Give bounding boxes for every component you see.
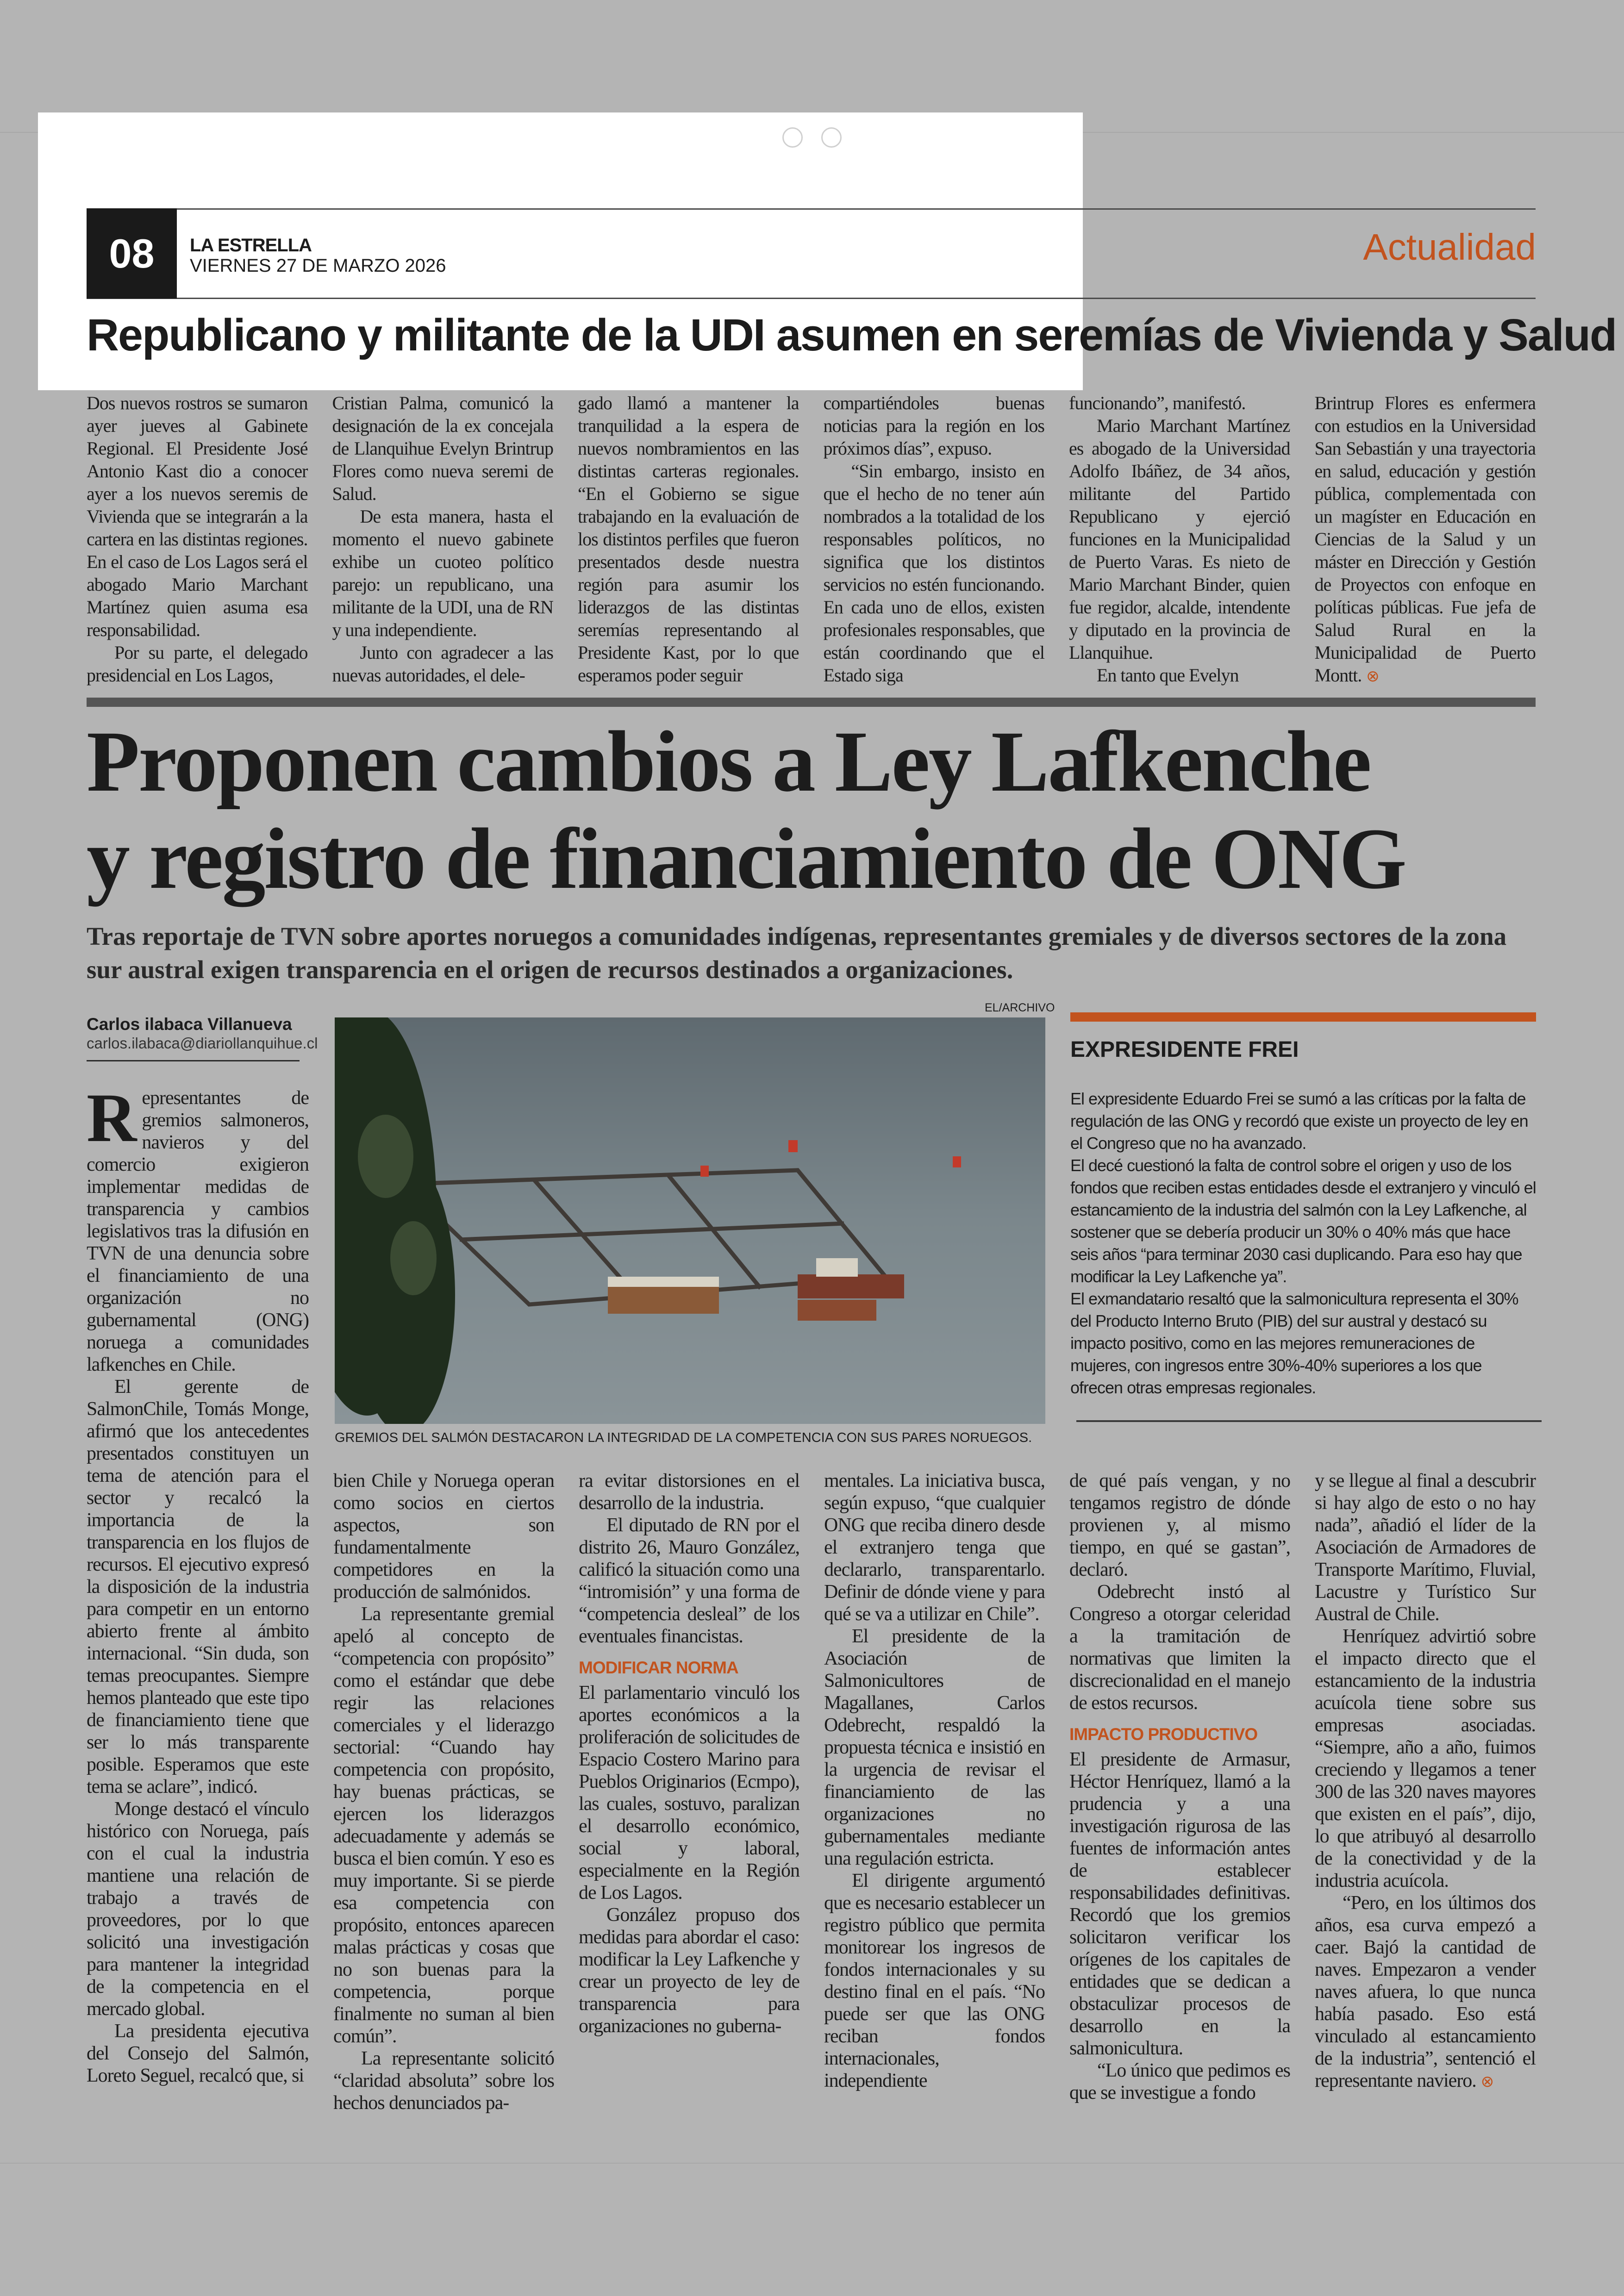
text-column <box>1069 392 1290 688</box>
salmon-farm-photo <box>335 1017 1045 1424</box>
article2-subhead: Tras reportaje de TVN sobre aportes noruegos a comunidades indígenas, representantes gremiales y de diversos sectores de la zona sur austral exigen transparencia en el origen de recursos destinados a organizaciones. <box>87 922 1507 984</box>
paragraph: Monge destacó el vínculo histórico con Noruega, país con el cual la industria mantiene una relación de trabajo a través de proveedores, por lo que solicitó una investigación para mantener la integridad de la competencia en el mercado global. <box>87 1798 309 2020</box>
sidebar-body <box>1070 1088 1538 1399</box>
paragraph: compartiéndoles buenas noticias para la región en los próximos días”, expuso. <box>823 393 1044 459</box>
paragraph: González propuso dos medidas para abordar el caso: modificar la Ley Lafkenche y crear un proyecto de ley de transparencia para organizaciones no guberna- <box>579 1904 800 2037</box>
paragraph: “Sin embargo, insisto en que el hecho de no tener aún nombrados a la totalidad de los responsables políticos, no significa que los distintos servicios no estén funcionando. En cada uno de ellos, existen profesionales responsables, que están coordinando que el Estado siga <box>823 461 1044 686</box>
paragraph: mentales. La iniciativa busca, según expuso, “que cualquier ONG que reciba dinero desde el extranjero tenga que declararlo, transparentarlo. Definir de dónde viene y para qué se va a utilizar en Chile”. <box>824 1470 1045 1625</box>
page-dot-icon[interactable] <box>782 127 803 148</box>
paragraph: Por su parte, el delegado presidencial en Los Lagos, <box>87 642 308 686</box>
byline-rule <box>87 1060 300 1061</box>
section-subtitle: IMPACTO PRODUCTIVO <box>1069 1725 1258 1744</box>
byline-email[interactable]: carlos.ilabaca@diariollanquihue.cl <box>87 1035 318 1052</box>
paragraph: El presidente de la Asociación de Salmonicultores de Magallanes, Carlos Odebrecht, respaldó la propuesta técnica e insistió en la urgencia de revisar el financiamiento de las organizaciones no gubernamentales mediante una regulación estricta. <box>824 1626 1045 1869</box>
text-column <box>579 1470 800 2114</box>
text-column <box>578 392 799 688</box>
paragraph: El diputado de RN por el distrito 26, Mauro González, calificó la situación como una “intromisión” y una forma de “competencia desleal” de los eventuales financistas. <box>579 1515 800 1647</box>
paragraph: La representante solicitó “claridad absoluta” sobre los hechos denunciados pa- <box>333 2048 554 2114</box>
viewer-bottom-bar <box>0 2163 1624 2296</box>
paragraph: gado llamó a mantener la tranquilidad a la espera de nuevos nombramientos en las distintas carteras regionales. “En el Gobierno se sigue trabajando en la evaluación de los distintos perfiles que fueron presentados desde nuestra región para asumir los liderazgos de las distintas seremías representando al Presidente Kast, por lo que esperamos poder seguir <box>578 393 799 686</box>
photo-caption: GREMIOS DEL SALMÓN DESTACARON LA INTEGRIDAD DE LA COMPETENCIA CON SUS PARES NORUEGOS. <box>335 1430 1032 1445</box>
page-dot-icon[interactable] <box>821 127 842 148</box>
article-separator-bar <box>87 698 1536 707</box>
paragraph: Mario Marchant Martínez es abogado de la Universidad Adolfo Ibáñez, de 34 años, militante del Partido Republicano y ejerció funciones en la Municipalidad de Puerto Varas. Es nieto de Mario Marchant Binder, quien fue regidor, alcalde, intendente y diputado en la provincia de Llanquihue. <box>1069 415 1290 663</box>
text-column <box>1315 1470 1536 2114</box>
paragraph: bien Chile y Noruega operan como socios en ciertos aspectos, son fundamentalmente competidores en la producción de salmónidos. <box>333 1470 554 1603</box>
paragraph: “Lo único que pedimos es que se investigue a fondo <box>1069 2060 1290 2103</box>
text-column <box>1069 1470 1290 2114</box>
photo-credit: EL/ARCHIVO <box>985 1001 1055 1014</box>
article2-headline <box>87 713 1568 907</box>
paragraph: Henríquez advirtió sobre el impacto directo que el estancamiento de la industria acuícola tiene sobre sus empresas asociadas. “Siempre, año a año, fuimos creciendo y llegamos a tener 300 de las 320 naves mayores que existen en el país”, dijo, lo que atribuyó al desarrollo de la conectividad y de la industria acuícola. <box>1315 1626 1536 1891</box>
sidebar-bottom-rule <box>1076 1420 1542 1422</box>
paragraph: El decé cuestionó la falta de control sobre el origen y uso de los fondos que reciben estas entidades desde el extranjero y vinculó el estancamiento de la industria del salmón con la Ley Lafkenche, al sostener que se debería producir un 30% o 40% más que hace seis años “para terminar 2030 casi duplicando. Para eso hay que modificar la Ley Lafkenche ya”. <box>1070 1156 1536 1286</box>
paragraph: ra evitar distorsiones en el desarrollo de la industria. <box>579 1470 800 1514</box>
viewer-page-dots <box>782 127 860 150</box>
end-of-article-icon: ⊗ <box>1362 667 1379 686</box>
end-of-article-icon: ⊗ <box>1476 2072 1494 2091</box>
headline-line: Proponen cambios a Ley Lafkenche <box>87 713 1370 810</box>
paragraph: El expresidente Eduardo Frei se sumó a las críticas por la falta de regulación de las ONG y recordó que existe un proyecto de ley en el Congreso que no ha avanzado. <box>1070 1089 1528 1153</box>
paragraph: La presidenta ejecutiva del Consejo del Salmón, Loreto Seguel, recalcó que, si <box>87 2021 309 2086</box>
paragraph: Odebrecht instó al Congreso a otorgar celeridad a la tramitación de normativas que limiten la discrecionalidad en el manejo de estos recursos. <box>1069 1581 1290 1714</box>
paragraph: Cristian Palma, comunicó la designación de la ex concejala de Llanquihue Evelyn Brintrup Flores como nueva seremi de Salud. <box>332 393 553 504</box>
paragraph: Dos nuevos rostros se sumaron ayer jueves al Gabinete Regional. El Presidente José Antonio Kast dio a conocer ayer a los nuevos seremis de Vivienda que se integrarán a la cartera en las distintas regiones. En el caso de Los Lagos será el abogado Mario Marchant Martínez quien asuma esa responsabilidad. <box>87 393 308 640</box>
article2-first-column <box>87 1079 309 2087</box>
page-number: 08 <box>87 208 177 299</box>
paragraph: Brintrup Flores es enfermera con estudios en la Universidad San Sebastián y una trayectoria en salud, educación y gestión pública, complementada con un magíster en Educación en Ciencias de la Salud y un máster en Dirección y Gestión de Proyectos con enfoque en políticas públicas. Fue jefa de Salud Rural en la Municipalidad de Puerto Montt. ⊗ <box>1314 393 1536 686</box>
salmon-farm-illustration <box>335 1017 1045 1424</box>
paragraph: y se llegue al final a descubrir si hay algo de esto o no hay nada”, añadió el líder de la Asociación de Armadores de Transporte Marítimo, Fluvial, Lacustre y Turístico Sur Austral de Chile. <box>1315 1470 1536 1625</box>
section-subtitle: MODIFICAR NORMA <box>579 1658 738 1677</box>
text-column <box>824 392 1045 688</box>
headline-line: y registro de financiamiento de ONG <box>87 810 1405 907</box>
paragraph: En tanto que Evelyn <box>1097 665 1239 686</box>
article1-headline: Republicano y militante de la UDI asumen en seremías de Vivienda y Salud <box>87 310 1617 360</box>
article1-body <box>87 392 1536 688</box>
issue-date: VIERNES 27 DE MARZO 2026 <box>190 256 446 276</box>
text-column <box>333 1470 554 2114</box>
masthead-top-rule <box>87 208 1536 210</box>
paragraph: La representante gremial apeló al concepto de “competencia con propósito” como el estándar que debe regir las relaciones comerciales y el liderazgo sectorial: “Cuando hay competencia con propósito, hay buenas prácticas, se ejercen los liderazgos adecuadamente y además se busca el bien común. Y eso es muy importante. Si se pierde esa competencia con propósito, entonces aparecen malas prácticas y cosas que no son buenas para la competencia, porque finalmente no suman al bien común”. <box>333 1603 554 2047</box>
paragraph: El presidente de Armasur, Héctor Henríquez, llamó a la prudencia y a una investigación rigurosa de las fuentes de información antes de establecer responsabilidades definitivas. Recordó que los gremios solicitaron verificar los orígenes de los capitales de entidades que se dedican a obstaculizar procesos de desarrollo en la salmonicultura. <box>1069 1749 1290 2059</box>
text-column <box>824 1470 1045 2114</box>
paragraph: El dirigente argumentó que es necesario establecer un registro público que permita monitorear los ingresos de fondos internacionales y su destino final en el país. “No puede ser que las ONG reciban fondos internacionales, independiente <box>824 1870 1045 2091</box>
newspaper-name: LA ESTRELLA <box>190 235 312 256</box>
paragraph: Junto con agradecer a las nuevas autoridades, el dele- <box>332 642 553 686</box>
paragraph: El gerente de SalmonChile, Tomás Monge, afirmó que los antecedentes presentados constituyen un tema de atención para el sector y recalcó la importancia de la transparencia en los flujos de recursos. El ejecutivo expresó la disposición de la industria para competir en un entorno abierto frente al ámbito internacional. “Sin duda, son temas preocupantes. Siempre hemos planteado que este tipo de financiamiento tiene que ser lo más transparente posible. Esperamos que este tema se aclare”, indicó. <box>87 1376 309 1797</box>
paragraph: El exmandatario resaltó que la salmonicultura representa el 30% del Producto Interno Bruto (PIB) del sur austral y destacó su impacto positivo, como en las mejores remuneraciones de mujeres, con ingresos entre 30%-40% superiores a los que ofrecen otras empresas regionales. <box>1070 1289 1518 1397</box>
sidebar-title: EXPRESIDENTE FREI <box>1070 1037 1299 1062</box>
section-label: Actualidad <box>1363 226 1536 268</box>
drop-cap: R <box>87 1079 137 1156</box>
paragraph: De esta manera, hasta el momento el nuevo gabinete exhibe un cuoteo político parejo: un republicano, una militante de la UDI, una de RN y una independiente. <box>332 506 553 640</box>
paragraph: El parlamentario vinculó los aportes económicos a la proliferación de solicitudes de Espacio Costero Marino para Pueblos Originarios (Ecmpo), las cuales, sostuvo, paralizan el desarrollo económico, social y laboral, especialmente en la Región de Los Lagos. <box>579 1682 800 1903</box>
text-column <box>87 392 308 688</box>
paragraph: de qué país vengan, y no tengamos registro de dónde provienen y, al mismo tiempo, en qué se gastan”, declaró. <box>1069 1470 1290 1580</box>
masthead-bottom-rule <box>87 298 1536 299</box>
paragraph: funcionando”, manifestó. <box>1069 393 1246 413</box>
sidebar-accent-bar <box>1070 1012 1536 1022</box>
paragraph: Representantes de gremios salmoneros, navieros y del comercio exigieron implementar medidas de transparencia y cambios legislativos tras la difusión en TVN de una denuncia sobre el financiamiento de una organización no gubernamental (ONG) noruega a comunidades lafkenches en Chile. <box>87 1079 309 1375</box>
article2-body <box>333 1470 1536 2114</box>
paragraph: “Pero, en los últimos dos años, esa curva empezó a caer. Bajó la cantidad de naves. Empezaron a vender naves afuera, lo que nunca había pasado. Eso está vinculado al estancamiento de la industria”, sentenció el representante naviero. ⊗ <box>1315 1892 1536 2091</box>
byline-author: Carlos ilabaca Villanueva <box>87 1015 292 1034</box>
text-column <box>1315 392 1536 688</box>
text-column <box>332 392 554 688</box>
text-column <box>87 1079 309 2087</box>
